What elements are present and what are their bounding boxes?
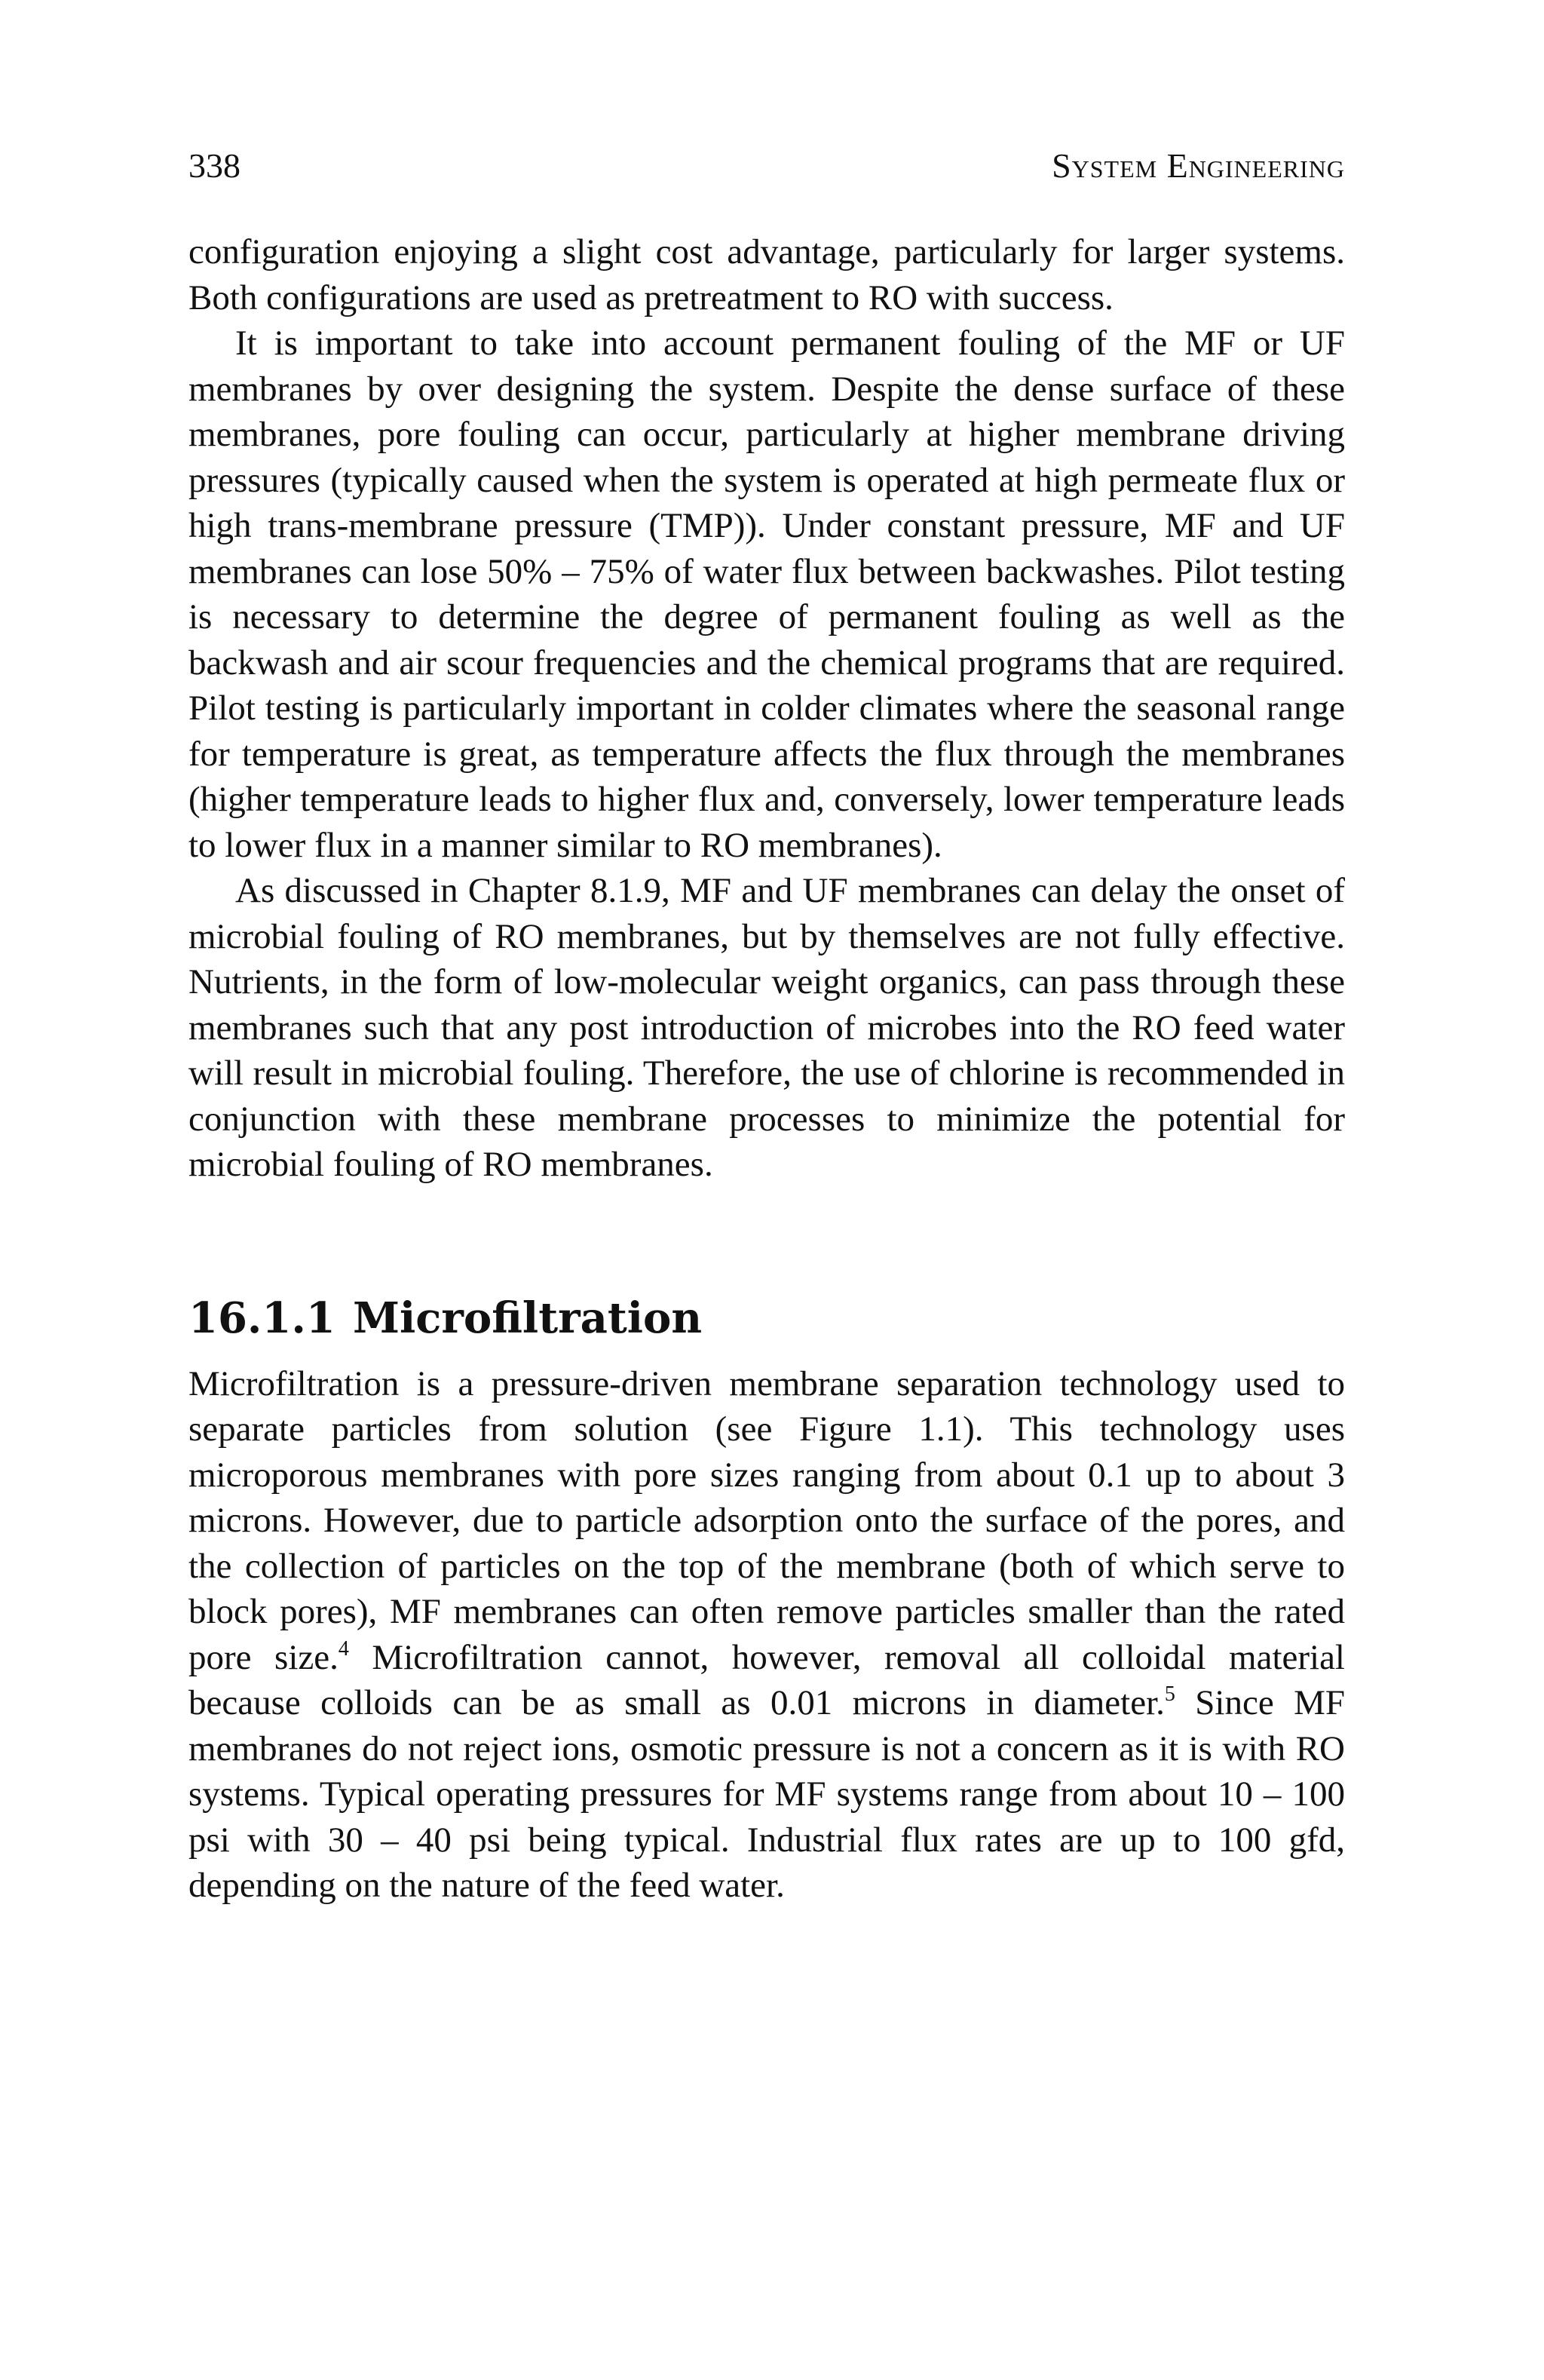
page-number: 338 (188, 146, 240, 185)
running-title: System Engineering (1052, 146, 1345, 185)
microfiltration-text-3: Since MF membranes do not reject ions, osmotic pressure is not a concern as it is with RO systems. Typical operating pressures for MF systems range from about 10 – 100 psi with 30 – 40 psi being typical. Industrial flux rates are up to 100 gfd, depending on the nature of the feed water. (188, 1683, 1346, 1905)
paragraph-permanent-fouling: It is important to take into account permanent fouling of the MF or UF membranes by over designing the system. Despite the dense surface of these membranes, pore fouling can occur, particularly at higher membrane driving pressures (typically caused when the system is operated at high permeate flux or high trans-membrane pressure (TMP)). Under constant pressure, MF and UF membranes can lose 50% – 75% of water flux between backwashes. Pilot testing is necessary to determine the degree of permanent fouling as well as the backwash and air scour frequencies and the chemical programs that are required. Pilot testing is particularly important in colder climates where the seasonal range for temperature is great, as temperature affects the flux through the membranes (higher temperature leads to higher flux and, conversely, lower temperature leads to lower flux in a manner similar to RO membranes). (188, 324, 1345, 865)
microfiltration-text-1: Microfiltration is a pressure-driven membrane separation technology used to separate particles from solution (see Figure 1.1). This technology uses microporous membranes with pore sizes ranging from about 0.1 up to about 3 microns. However, due to particle adsorption onto the surface of the pores, and the collection of particles on the top of the membrane (both of which serve to block pores), MF membranes can often remove particles smaller than the rated pore size. (188, 1363, 1345, 1677)
footnote-ref-5: 5 (1164, 1682, 1175, 1706)
section-number: 16.1.1 (188, 1293, 335, 1343)
footnote-ref-4: 4 (338, 1636, 349, 1661)
microfiltration-text-2: Microfiltration cannot, however, removal all colloidal material because colloids can be as small as 0.01 microns in diameter. (188, 1637, 1345, 1722)
section-title: Microfiltration (353, 1293, 703, 1343)
running-header (188, 143, 1345, 189)
section-heading (188, 1292, 1345, 1345)
paragraph-microfiltration (188, 1361, 1345, 1909)
paragraph-microbial-fouling: As discussed in Chapter 8.1.9, MF and UF membranes can delay the onset of microbial fouling of RO membranes, but by themselves are not fully effective. Nutrients, in the form of low-molecular weight organics, can pass through these membranes such that any post introduction of microbes into the RO feed water will result in microbial fouling. Therefore, the use of chlorine is recommended in conjunction with these membrane processes to minimize the potential for microbial fouling of RO membranes. (188, 871, 1345, 1184)
paragraph-continued: configuration enjoying a slight cost advantage, particularly for larger systems. Both configurations are used as pretreatment to RO with success. (188, 232, 1345, 317)
book-page (188, 143, 1345, 1909)
